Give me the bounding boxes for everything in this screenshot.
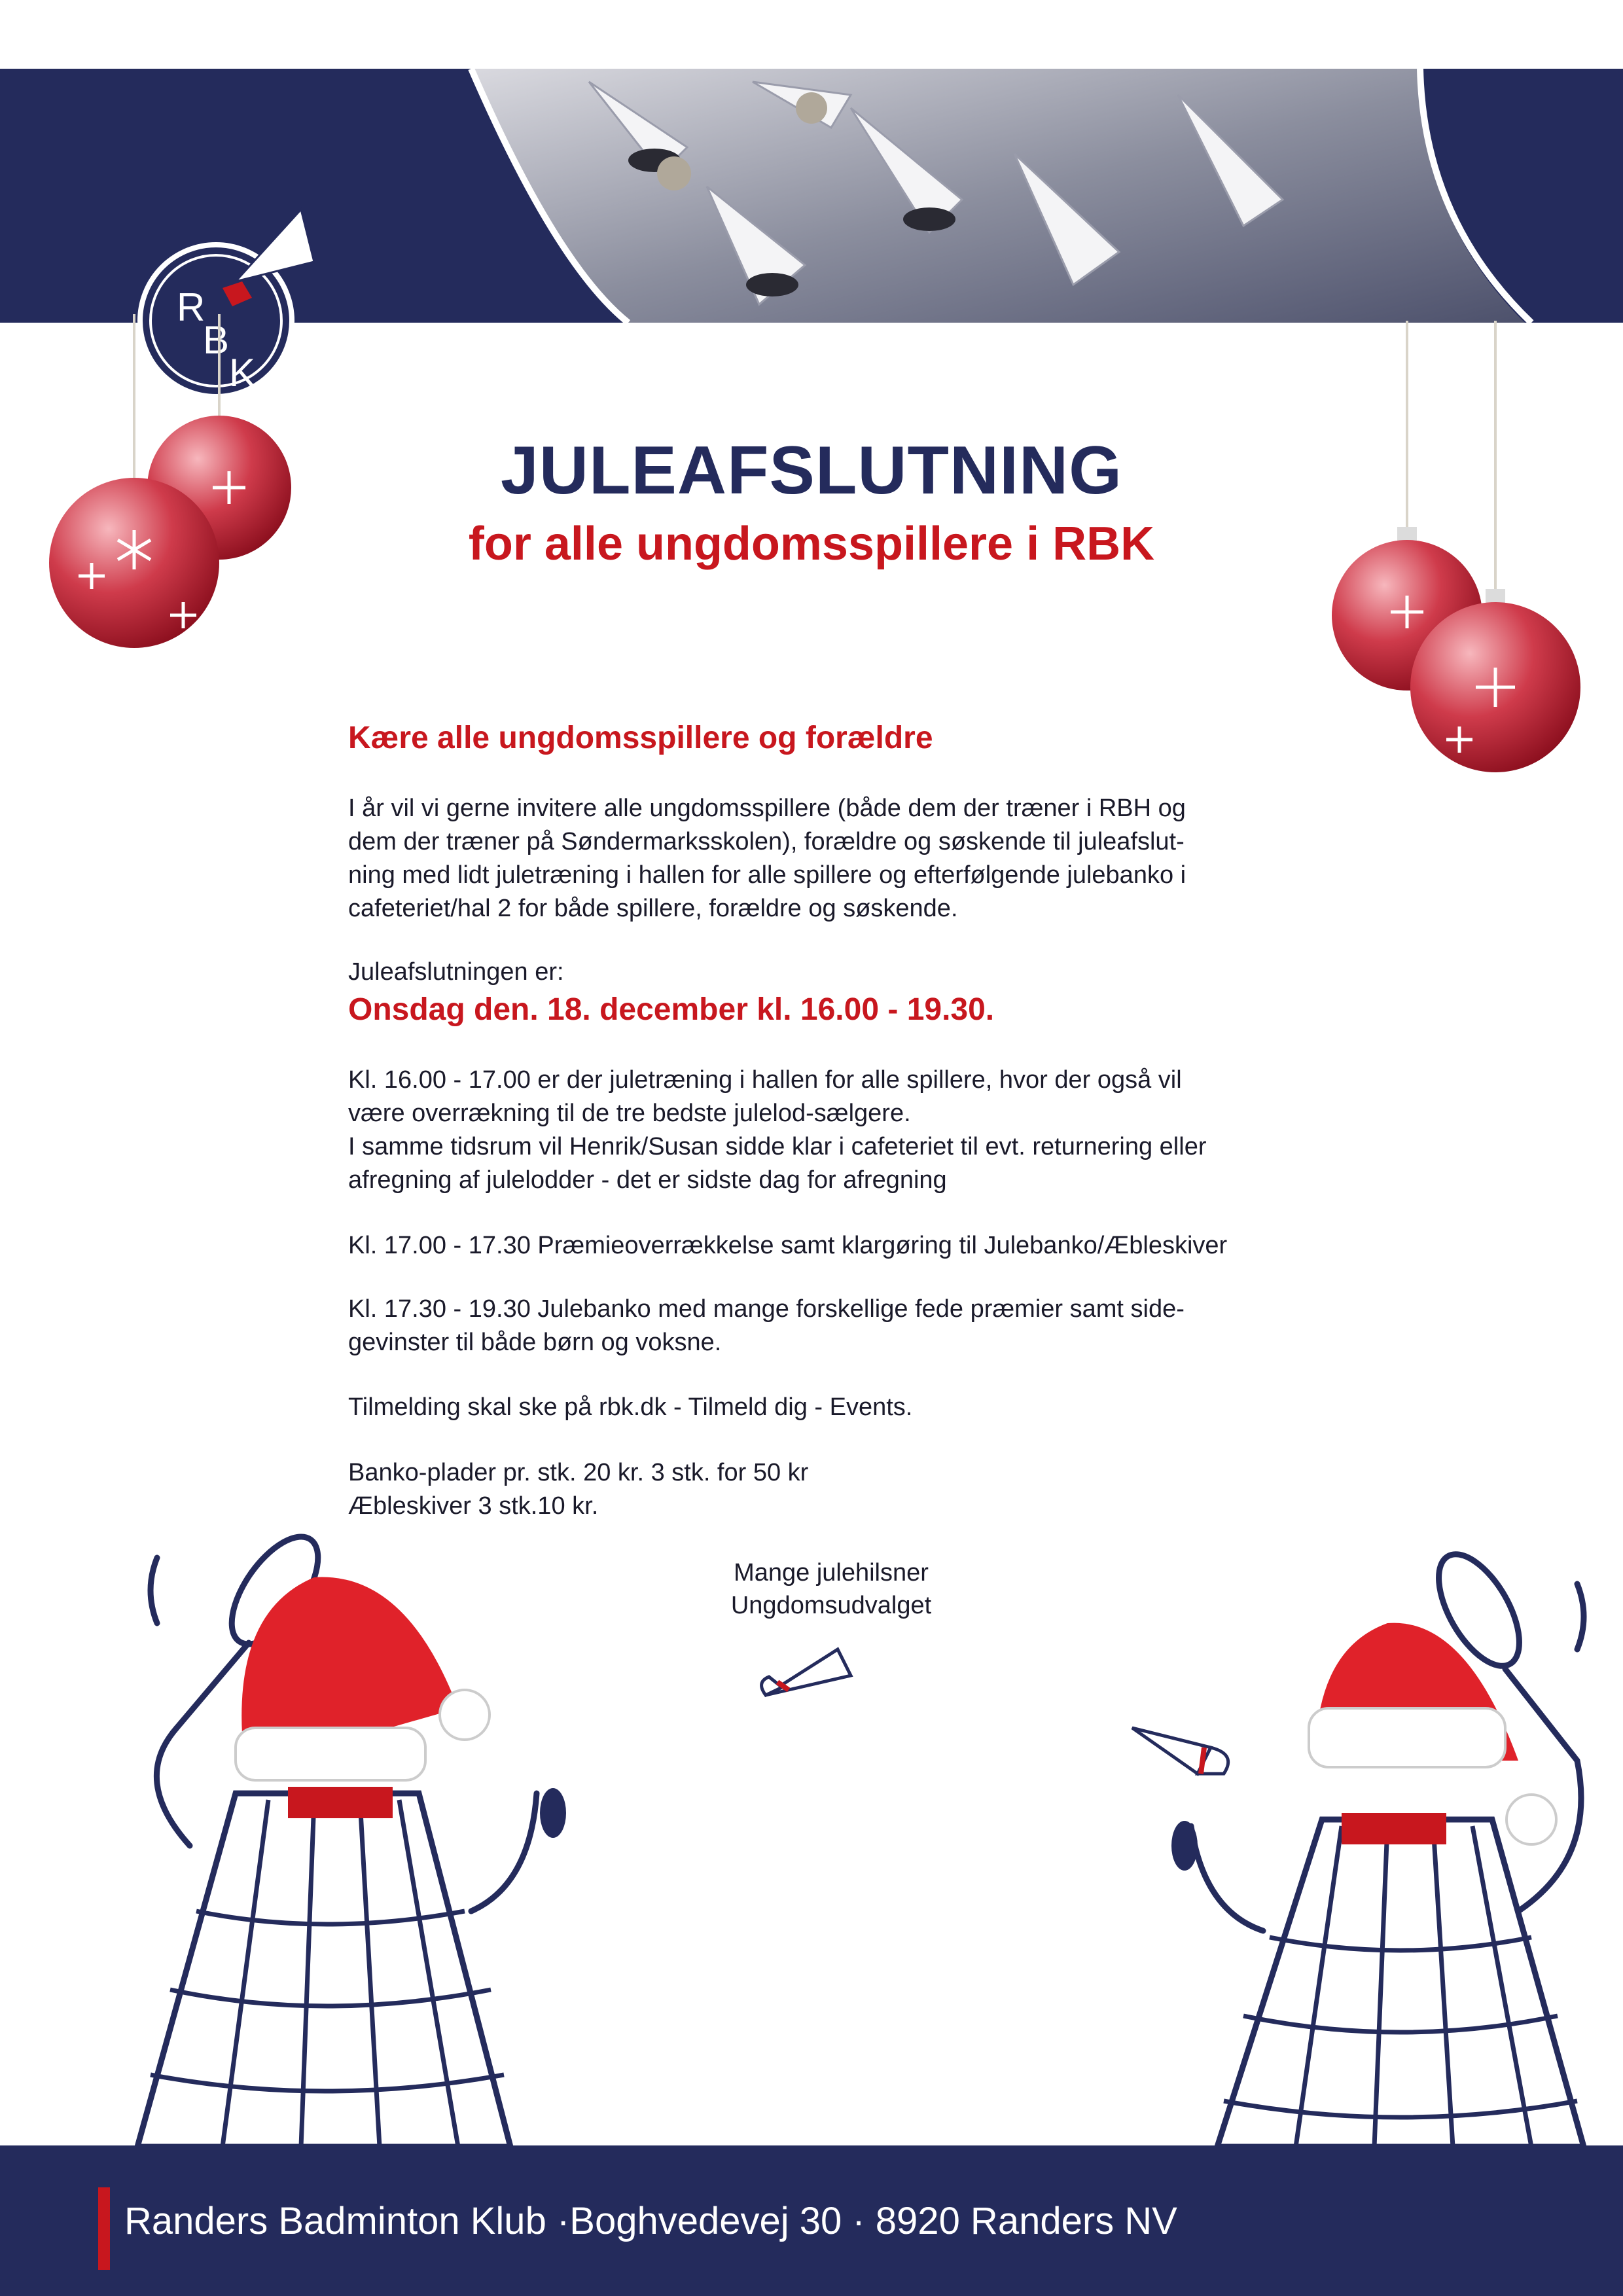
logo-letter-r: R	[177, 285, 205, 329]
page-subtitle: for alle ungdomsspillere i RBK	[468, 518, 1155, 570]
signoff	[668, 1556, 995, 1622]
footer-accent-bar	[98, 2187, 110, 2270]
intro-line: dem der træner på Søndermarksskolen), forældre og søskende til juleafslut-	[348, 828, 1185, 855]
intro-paragraph	[348, 792, 1317, 925]
date-intro: Juleafslutningen er:	[348, 958, 564, 986]
price-list	[348, 1456, 808, 1523]
event-date: Onsdag den. 18. december kl. 16.00 - 19.30.	[348, 992, 995, 1027]
schedule-line: Kl. 16.00 - 17.00 er der juletræning i hallen for alle spillere, hvor der også vil	[348, 1066, 1182, 1094]
intro-line: ning med lidt juletræning i hallen for alle spillere og efterfølgende julebanko i	[348, 861, 1186, 889]
footer-address: Randers Badminton Klub ·Boghvedevej 30 · 8920 Randers NV	[124, 2200, 1177, 2242]
intro-line: cafeteriet/hal 2 for både spillere, forældre og søskende.	[348, 895, 958, 922]
schedule-line: Kl. 17.30 - 19.30 Julebanko med mange forskellige fede præmier samt side-	[348, 1295, 1185, 1323]
greeting-heading: Kære alle ungdomsspillere og forældre	[348, 721, 933, 755]
logo-letter-b: B	[203, 318, 230, 362]
flying-shuttlecock-icon	[1126, 1715, 1243, 1787]
mascot-left-icon	[118, 1518, 576, 2147]
intro-line: I år vil vi gerne invitere alle ungdomsspillere (både dem der træner i RBH og	[348, 795, 1186, 822]
signoff-line: Mange julehilsner	[734, 1559, 929, 1587]
mascot-right-icon	[1126, 1545, 1623, 2147]
logo-letter-k: K	[229, 351, 256, 395]
small-shuttlecock-icon	[753, 1636, 864, 1708]
signup-info: Tilmelding skal ske på rbk.dk - Tilmeld dig - Events.	[348, 1393, 913, 1421]
schedule-line: være overrækning til de tre bedste julelod-sælgere.	[348, 1100, 911, 1127]
schedule-block-2: Kl. 17.00 - 17.30 Præmieoverrækkelse samt klargøring til Julebanko/Æbleskiver	[348, 1232, 1228, 1259]
schedule-line: I samme tidsrum vil Henrik/Susan sidde klar i cafeteriet til evt. returnering eller	[348, 1133, 1207, 1160]
signoff-line: Ungdomsudvalget	[730, 1592, 932, 1619]
schedule-line: afregning af julelodder - det er sidste dag for afregning	[348, 1166, 947, 1194]
page-title: JULEAFSLUTNING	[501, 433, 1122, 509]
price-line: Banko-plader pr. stk. 20 kr. 3 stk. for 50 kr	[348, 1459, 809, 1486]
schedule-line: gevinster til både børn og voksne.	[348, 1329, 722, 1356]
schedule-block-1	[348, 1064, 1317, 1197]
schedule-block-3	[348, 1293, 1317, 1359]
price-line: Æbleskiver 3 stk.10 kr.	[348, 1492, 599, 1520]
